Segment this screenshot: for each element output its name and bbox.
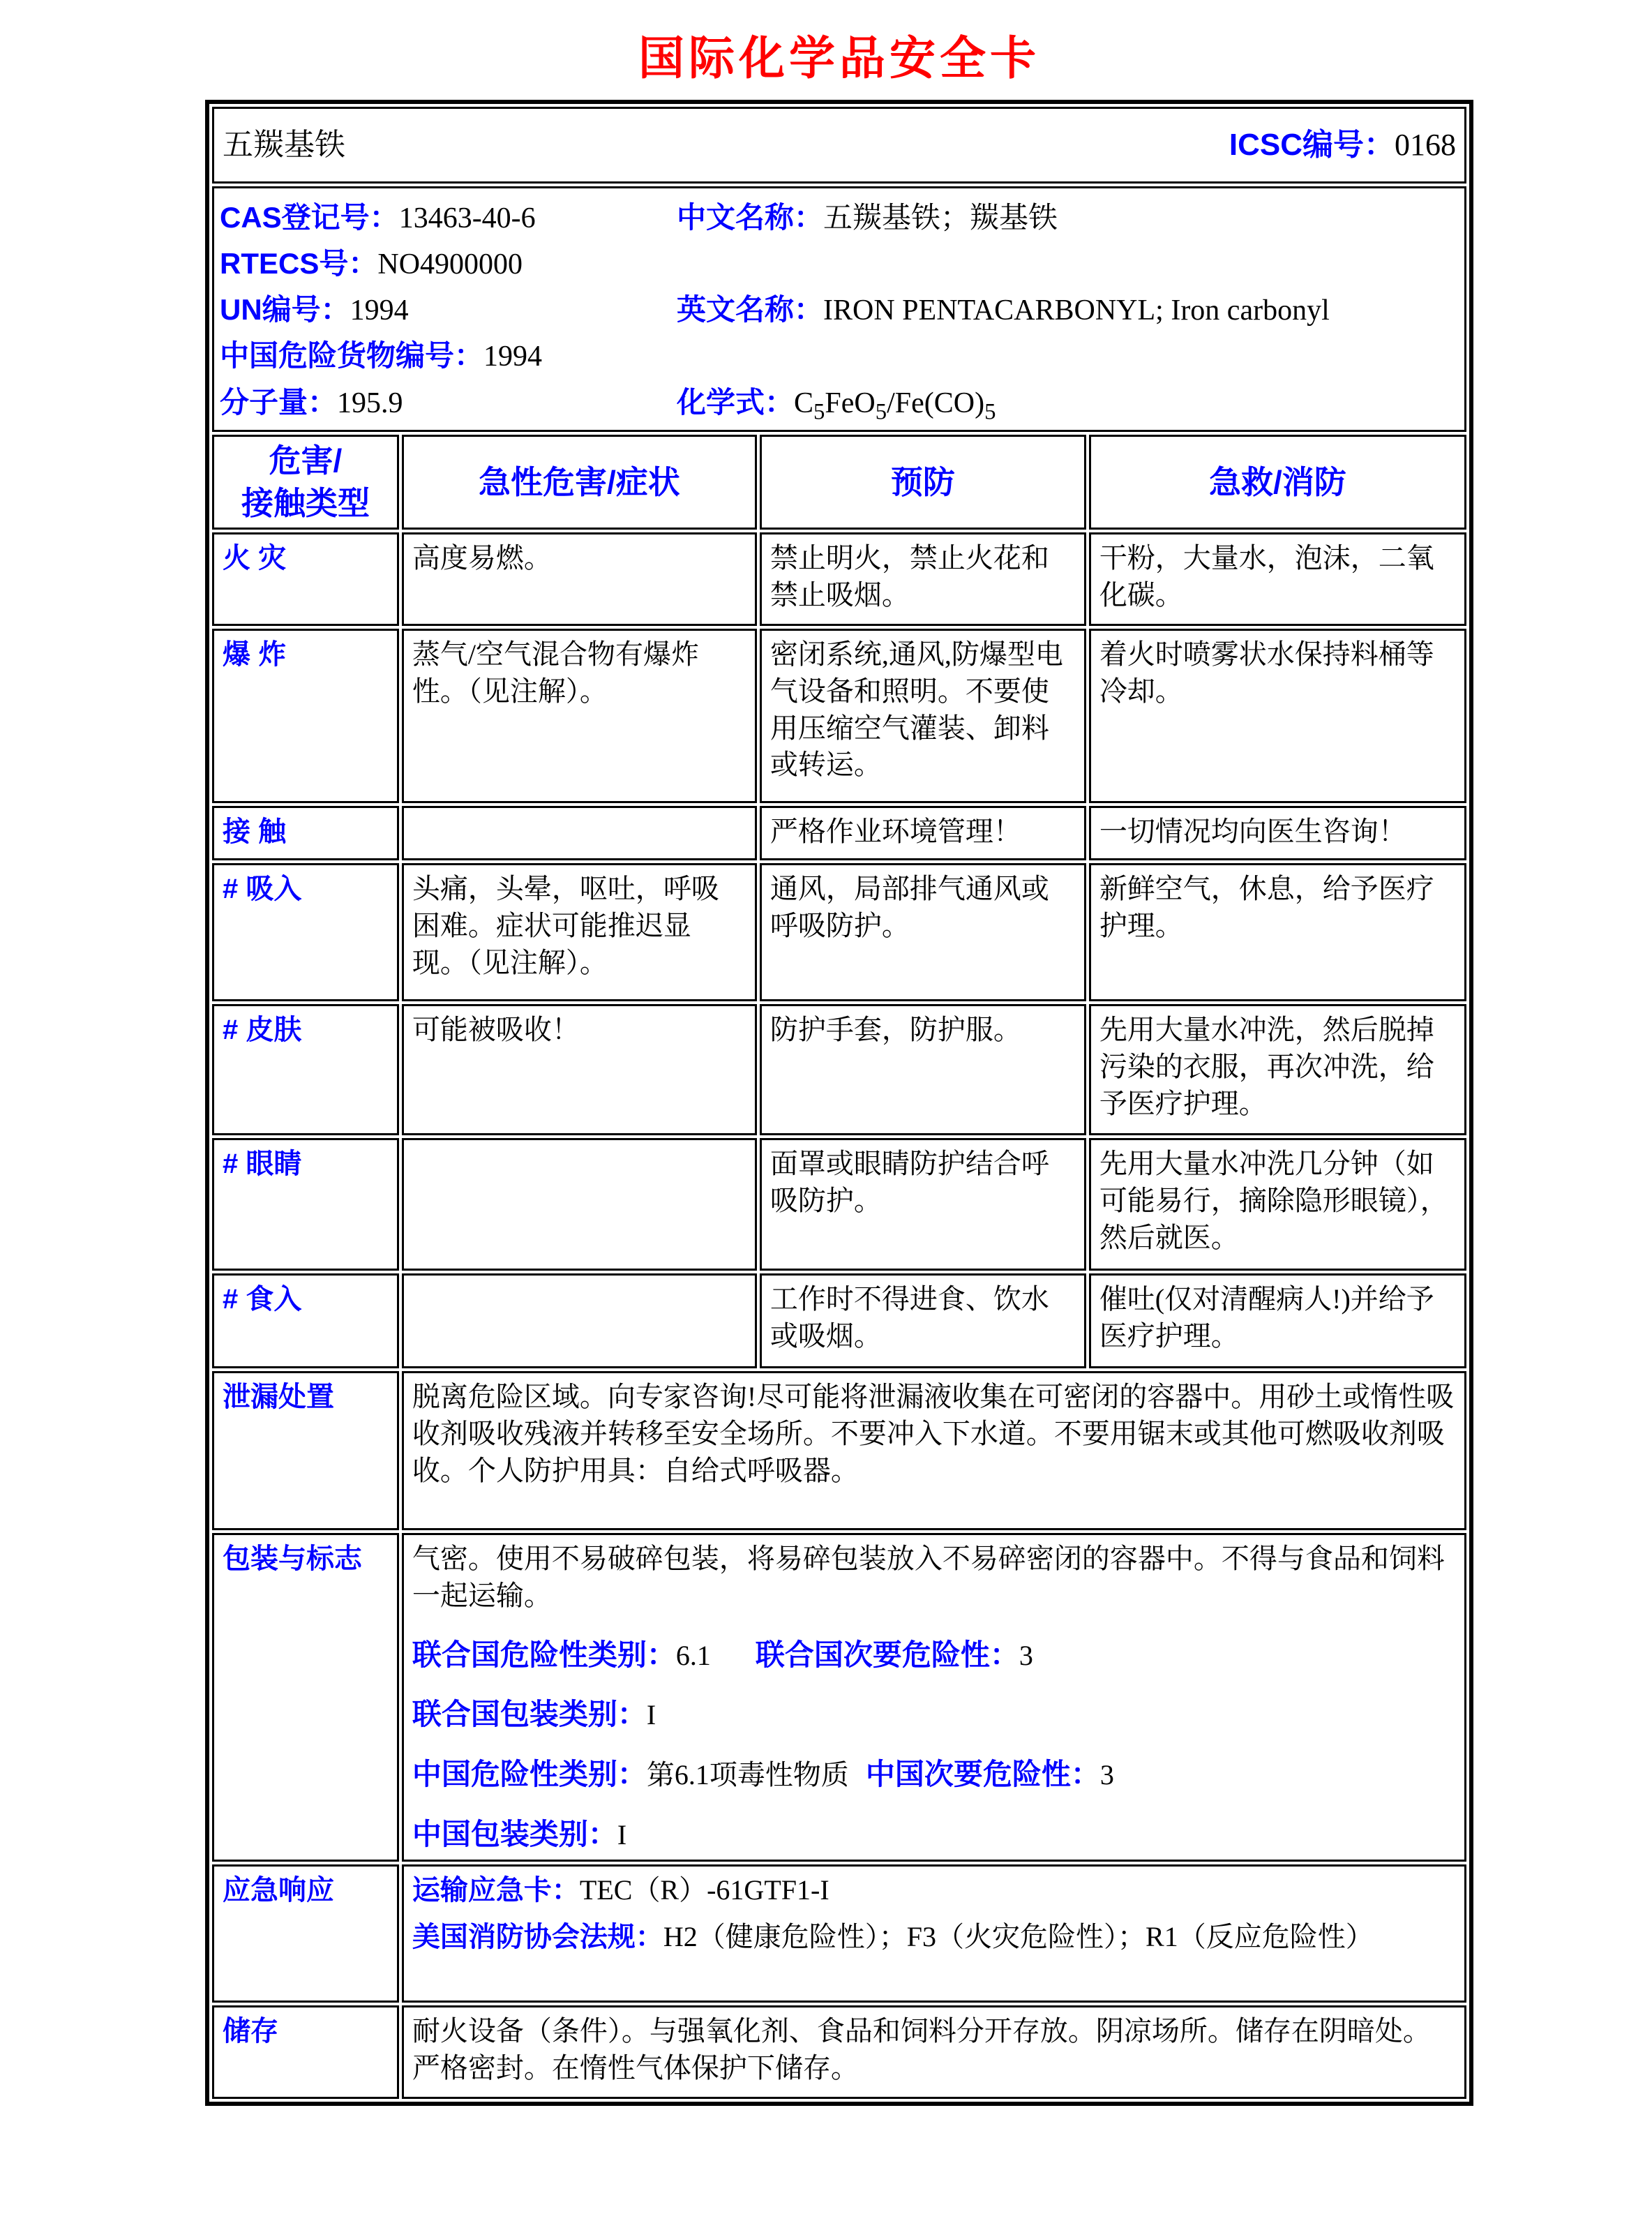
eyes-label: # 眼睛 — [212, 1138, 399, 1271]
skin-symptoms-cell: 可能被吸收！ — [402, 1004, 757, 1135]
un-hazard-class-label: 联合国危险性类别： — [412, 1638, 676, 1671]
col-header-symptoms: 急性危害/症状 — [402, 435, 757, 530]
hazard-row-explosion — [212, 629, 1466, 803]
cn-packing-group-line — [412, 1815, 1456, 1854]
packaging-text: 气密。使用不易破碎包装，将易碎包装放入不易碎密闭的容器中。不得与食品和饲料一起运输。 — [412, 1543, 1445, 1611]
un-packing-group-label: 联合国包装类别： — [412, 1698, 647, 1731]
cn-subsidiary-risk-value: 3 — [1099, 1759, 1114, 1791]
contact-response-cell: 一切情况均向医生咨询！ — [1089, 806, 1466, 860]
icsc-card — [205, 100, 1473, 2106]
hazard-row-eyes — [212, 1138, 1466, 1271]
storage-row — [212, 2005, 1466, 2099]
inhalation-prevention-cell: 通风，局部排气通风或呼吸防护。 — [760, 863, 1086, 1001]
identifiers-right-column — [677, 198, 1459, 423]
molecular-weight-label: 分子量： — [220, 385, 338, 419]
chinese-name-value: 五羰基铁；羰基铁 — [823, 202, 1058, 234]
un-subsidiary-risk-label: 联合国次要危险性： — [755, 1638, 1019, 1671]
rtecs-label: RTECS号： — [220, 247, 378, 281]
english-name-label: 英文名称： — [677, 293, 824, 327]
storage-text: 耐火设备（条件）。与强氧化剂、食品和饲料分开存放。阴凉场所。储存在阴暗处。严格密封。在惰性气体保护下储存。 — [402, 2005, 1466, 2099]
cn-packing-group-label: 中国包装类别： — [412, 1817, 617, 1850]
packaging-label: 包装与标志 — [212, 1533, 399, 1862]
un-number-label: UN编号： — [220, 293, 350, 327]
cn-hazard-class-line — [412, 1755, 1456, 1794]
explosion-response-cell: 着火时喷雾状水保持料桶等冷却。 — [1089, 629, 1466, 803]
cas-value: 13463-40-6 — [398, 202, 536, 234]
hazard-row-ingestion — [212, 1273, 1466, 1368]
un-number-value: 1994 — [350, 294, 409, 327]
un-packing-group-value: I — [646, 1699, 656, 1731]
chemical-formula: 化学式：$C_5FeO_5/Fe(CO)_5$ — [677, 385, 996, 424]
substance-name: 五羰基铁 — [223, 127, 345, 162]
un-subsidiary-risk-value: 3 — [1019, 1639, 1033, 1671]
hazard-row-skin — [212, 1004, 1466, 1135]
fire-prevention-cell: 禁止明火，禁止火花和禁止吸烟。 — [760, 532, 1086, 626]
explosion-label: 爆 炸 — [212, 629, 399, 803]
hazard-row-fire — [212, 532, 1466, 626]
contact-symptoms-cell — [402, 806, 757, 860]
col-header-first-aid: 急救/消防 — [1089, 435, 1466, 530]
card-header-row — [212, 107, 1466, 184]
explosion-symptoms-cell: 蒸气/空气混合物有爆炸性。（见注解）。 — [402, 629, 757, 803]
emergency-response-cell — [402, 1864, 1466, 2003]
nfpa-code-label: 美国消防协会法规： — [412, 1921, 663, 1952]
eyes-response-cell: 先用大量水冲洗几分钟（如可能易行，摘除隐形眼镜），然后就医。 — [1089, 1138, 1466, 1271]
ingestion-response-cell: 催吐(仅对清醒病人!)并给予医疗护理。 — [1089, 1273, 1466, 1368]
un-packing-group-line — [412, 1695, 1456, 1734]
cn-dangerous-goods-value: 1994 — [483, 341, 543, 373]
cn-packing-group-value: I — [617, 1818, 627, 1850]
cas-label: CAS登记号： — [220, 201, 399, 234]
table-header-row — [212, 435, 1466, 530]
fire-response-cell: 干粉，大量水，泡沫，二氧化碳。 — [1089, 532, 1466, 626]
eyes-prevention-cell: 面罩或眼睛防护结合呼吸防护。 — [760, 1138, 1086, 1271]
un-hazard-class-value: 6.1 — [675, 1639, 711, 1671]
ingestion-label: # 食入 — [212, 1273, 399, 1368]
rtecs-value: NO4900000 — [377, 248, 523, 281]
contact-prevention-cell: 严格作业环境管理！ — [760, 806, 1086, 860]
hazard-row-contact — [212, 806, 1466, 860]
col-header-hazard-type: 危害/接触类型 — [212, 435, 399, 530]
chinese-name-label: 中文名称： — [677, 201, 824, 234]
contact-label: 接 触 — [212, 806, 399, 860]
page-title: 国际化学品安全卡 — [638, 33, 1040, 84]
col-header-prevention: 预防 — [760, 435, 1086, 530]
inhalation-symptoms-cell: 头痛，头晕，呕吐，呼吸困难。症状可能推迟显现。（见注解）。 — [402, 863, 757, 1001]
skin-prevention-cell: 防护手套，防护服。 — [760, 1004, 1086, 1135]
eyes-symptoms-cell — [402, 1138, 757, 1271]
english-name-value: IRON PENTACARBONYL; Iron carbonyl — [823, 294, 1330, 327]
un-hazard-class-line — [412, 1636, 1456, 1675]
inhalation-response-cell: 新鲜空气，休息，给予医疗护理。 — [1089, 863, 1466, 1001]
icsc-number-value: 0168 — [1395, 127, 1456, 162]
storage-label: 储存 — [212, 2005, 399, 2099]
molecular-weight-value: 195.9 — [337, 387, 403, 419]
nfpa-code-line — [412, 1919, 1456, 1956]
inhalation-label: # 吸入 — [212, 863, 399, 1001]
cn-subsidiary-risk-label: 中国次要危险性： — [865, 1758, 1100, 1791]
cn-hazard-class-label: 中国危险性类别： — [412, 1758, 647, 1791]
fire-label: 火 灾 — [212, 532, 399, 626]
packaging-cell — [402, 1533, 1466, 1862]
spill-disposal-row — [212, 1371, 1466, 1530]
skin-response-cell: 先用大量水冲洗，然后脱掉污染的衣服，再次冲洗，给予医疗护理。 — [1089, 1004, 1466, 1135]
explosion-prevention-cell: 密闭系统,通风,防爆型电气设备和照明。不要使用压缩空气灌装、卸料或转运。 — [760, 629, 1086, 803]
fire-symptoms-cell: 高度易燃。 — [402, 532, 757, 626]
formula-label: 化学式： — [677, 385, 795, 419]
identifiers-left-column — [220, 198, 677, 423]
card-header-cell — [212, 107, 1466, 184]
ingestion-symptoms-cell — [402, 1273, 757, 1368]
emergency-response-row — [212, 1864, 1466, 2003]
cn-hazard-class-value: 第6.1项毒性物质 — [646, 1759, 849, 1791]
skin-label: # 皮肤 — [212, 1004, 399, 1135]
hazard-row-inhalation — [212, 863, 1466, 1001]
transport-emergency-card-value: TEC（R）-61GTF1-I — [579, 1874, 829, 1906]
cn-dangerous-goods-label: 中国危险货物编号： — [220, 339, 484, 373]
ingestion-prevention-cell: 工作时不得进食、饮水或吸烟。 — [760, 1273, 1086, 1368]
spill-disposal-text: 脱离危险区域。向专家咨询!尽可能将泄漏液收集在可密闭的容器中。用砂土或惰性吸收剂吸收残液并转移至安全场所。不要冲入下水道。不要用锯末或其他可燃吸收剂吸收。个人防护用具：自给式呼吸器。 — [402, 1371, 1466, 1530]
transport-emergency-card-line — [412, 1872, 1456, 1909]
icsc-number-label: ICSC编号： — [1229, 127, 1395, 162]
packaging-row — [212, 1533, 1466, 1862]
nfpa-code-value: H2（健康危险性）；F3（火灾危险性）；R1（反应危险性） — [663, 1920, 1374, 1952]
identifiers-row — [212, 186, 1466, 432]
transport-emergency-card-label: 运输应急卡： — [412, 1874, 580, 1906]
spill-disposal-label: 泄漏处置 — [212, 1371, 399, 1530]
identifiers-cell — [212, 186, 1466, 432]
emergency-response-label: 应急响应 — [212, 1864, 399, 2003]
